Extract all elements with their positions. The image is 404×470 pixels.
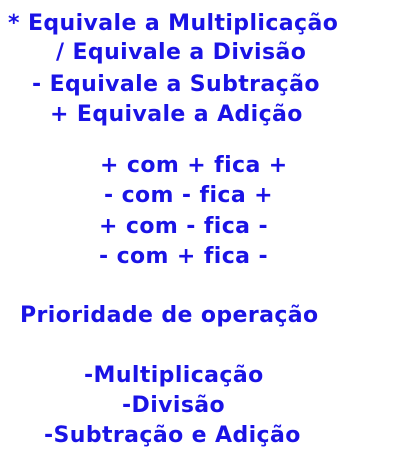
priority-item: -Multiplicação	[84, 363, 264, 388]
sign-rule-line: + com - fica -	[99, 214, 269, 239]
priority-item: -Divisão	[122, 393, 226, 418]
operator-line-division: / Equivale a Divisão	[56, 40, 307, 65]
sign-rule-line: - com + fica -	[99, 244, 269, 269]
sign-rule-line: - com - fica +	[104, 183, 274, 208]
priority-title: Prioridade de operação	[20, 303, 319, 328]
operator-line-subtraction: - Equivale a Subtração	[32, 72, 320, 97]
operator-line-multiplication: * Equivale a Multiplicação	[8, 11, 339, 36]
operator-line-addition: + Equivale a Adição	[50, 102, 303, 127]
priority-item: -Subtração e Adição	[44, 423, 301, 448]
sign-rule-line: + com + fica +	[100, 153, 288, 178]
